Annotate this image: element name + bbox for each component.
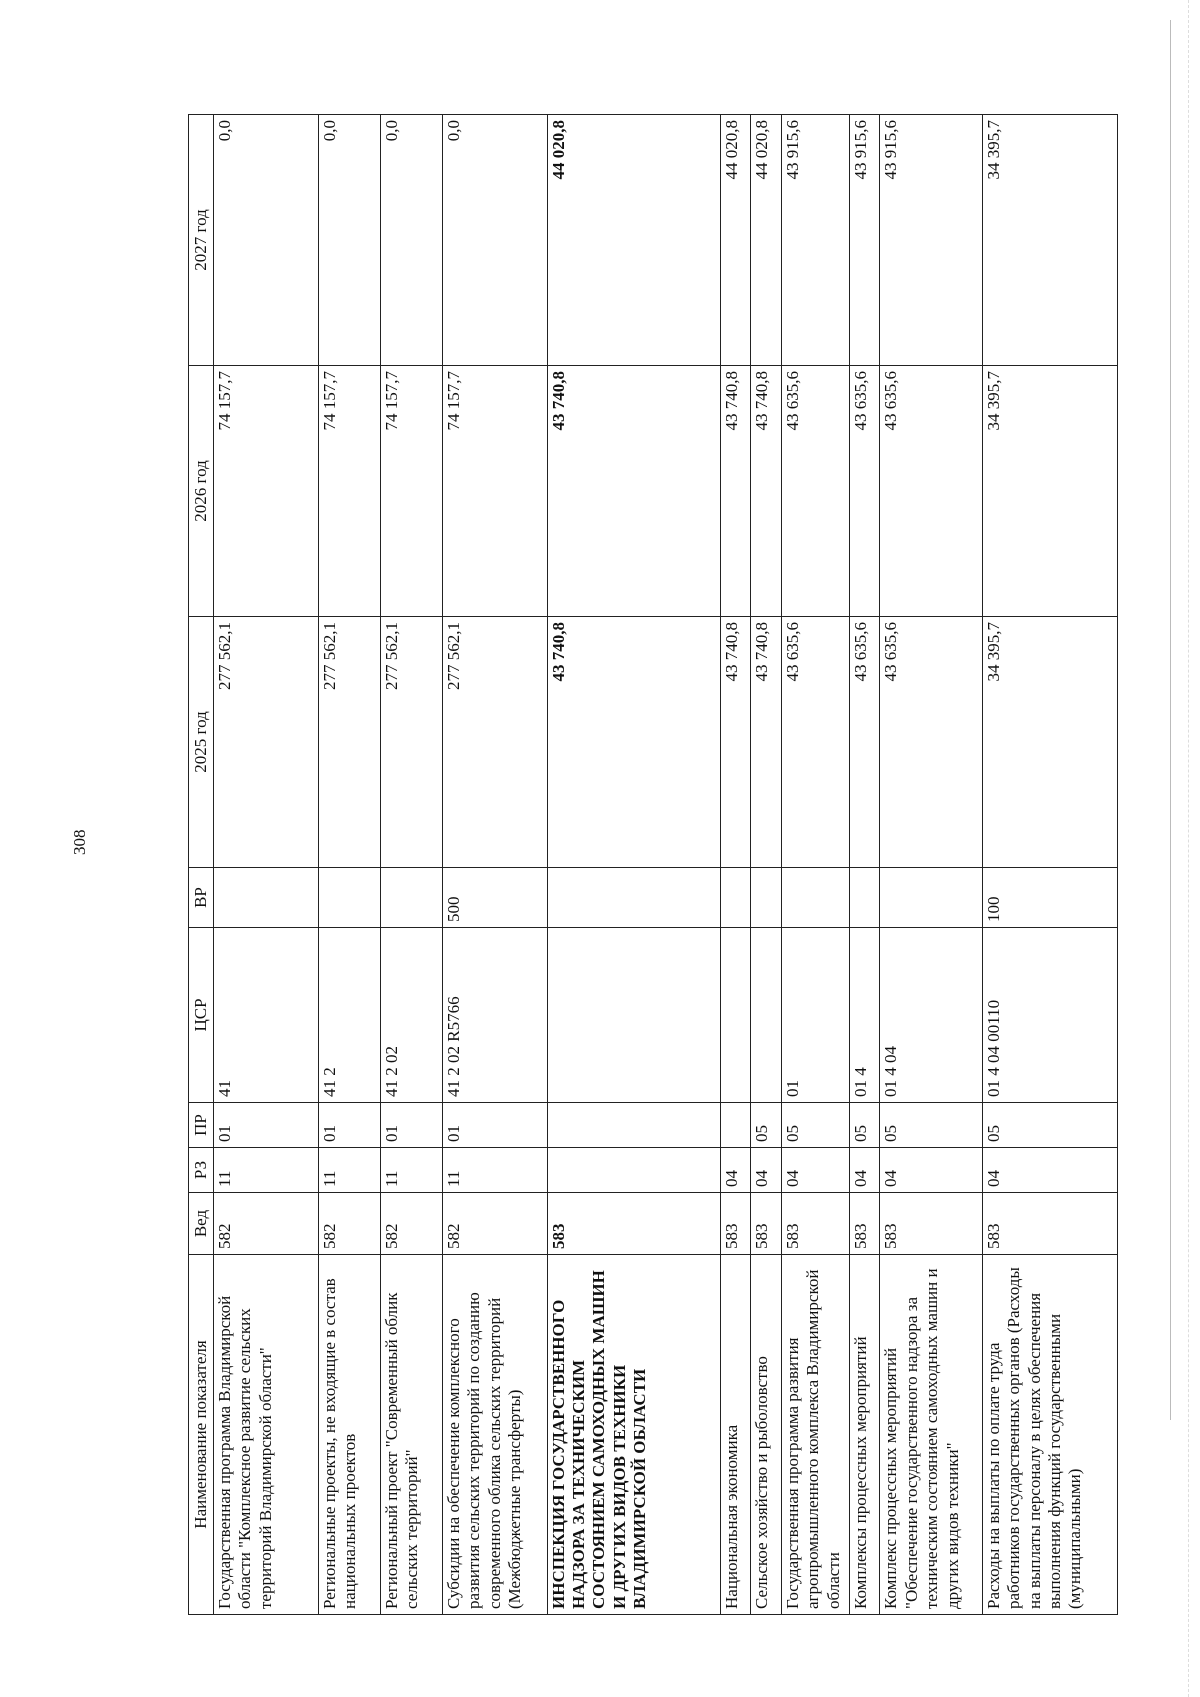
cell-rz: 11 bbox=[214, 1148, 319, 1193]
cell-ved: 583 bbox=[547, 1193, 720, 1255]
cell-pr: 01 bbox=[214, 1103, 319, 1148]
cell-csr: 01 4 04 00110 bbox=[982, 928, 1117, 1103]
cell-name: Сельское хозяйство и рыболовство bbox=[751, 1255, 782, 1615]
cell-vr bbox=[751, 868, 782, 928]
cell-pr bbox=[720, 1103, 751, 1148]
cell-pr: 05 bbox=[751, 1103, 782, 1148]
scan-edge-line bbox=[1170, 20, 1171, 1420]
cell-vr bbox=[214, 868, 319, 928]
cell-pr: 05 bbox=[982, 1103, 1117, 1148]
col-header-2027: 2027 год bbox=[189, 115, 214, 366]
cell-rz: 11 bbox=[318, 1148, 380, 1193]
cell-2025: 43 635,6 bbox=[781, 617, 849, 868]
cell-ved: 583 bbox=[982, 1193, 1117, 1255]
cell-csr: 41 bbox=[214, 928, 319, 1103]
col-header-vr: ВР bbox=[189, 868, 214, 928]
cell-2027: 0,0 bbox=[318, 115, 380, 366]
cell-2025: 43 740,8 bbox=[720, 617, 751, 868]
cell-vr bbox=[547, 868, 720, 928]
table-row bbox=[751, 115, 782, 1615]
cell-2026: 43 740,8 bbox=[720, 366, 751, 617]
cell-ved: 583 bbox=[720, 1193, 751, 1255]
cell-2027: 0,0 bbox=[443, 115, 548, 366]
cell-csr: 01 4 bbox=[849, 928, 880, 1103]
cell-rz: 04 bbox=[720, 1148, 751, 1193]
cell-2027: 44 020,8 bbox=[547, 115, 720, 366]
cell-name: Расходы на выплаты по оплате труда работников государственных органов (Расходы на выплаты персоналу в целях обеспечения выполнения функций государственными (муниципальными) bbox=[982, 1255, 1117, 1615]
cell-2025: 277 562,1 bbox=[214, 617, 319, 868]
cell-rz: 04 bbox=[982, 1148, 1117, 1193]
cell-name: Национальная экономика bbox=[720, 1255, 751, 1615]
col-header-csr: ЦСР bbox=[189, 928, 214, 1103]
cell-rz bbox=[547, 1148, 720, 1193]
cell-2026: 74 157,7 bbox=[443, 366, 548, 617]
cell-2026: 34 395,7 bbox=[982, 366, 1117, 617]
scan-edge-line bbox=[1188, 0, 1189, 1697]
cell-csr: 41 2 bbox=[318, 928, 380, 1103]
cell-vr: 500 bbox=[443, 868, 548, 928]
cell-rz: 04 bbox=[849, 1148, 880, 1193]
cell-2025: 277 562,1 bbox=[380, 617, 442, 868]
cell-ved: 583 bbox=[781, 1193, 849, 1255]
cell-name: Комплексы процессных мероприятий bbox=[849, 1255, 880, 1615]
cell-csr bbox=[751, 928, 782, 1103]
cell-ved: 582 bbox=[214, 1193, 319, 1255]
cell-vr bbox=[720, 868, 751, 928]
cell-name: Региональный проект "Современный облик сельских территорий" bbox=[380, 1255, 442, 1615]
cell-name: ИНСПЕКЦИЯ ГОСУДАРСТВЕННОГО НАДЗОРА ЗА ТЕХНИЧЕСКИМ СОСТОЯНИЕМ САМОХОДНЫХ МАШИН И ДРУГИХ ВИДОВ ТЕХНИКИ ВЛАДИМИРСКОЙ ОБЛАСТИ bbox=[547, 1255, 720, 1615]
cell-2026: 74 157,7 bbox=[318, 366, 380, 617]
cell-ved: 582 bbox=[443, 1193, 548, 1255]
cell-2025: 34 395,7 bbox=[982, 617, 1117, 868]
cell-ved: 583 bbox=[880, 1193, 982, 1255]
cell-vr bbox=[849, 868, 880, 928]
cell-2026: 43 740,8 bbox=[547, 366, 720, 617]
cell-2027: 43 915,6 bbox=[781, 115, 849, 366]
cell-2027: 44 020,8 bbox=[751, 115, 782, 366]
page-number: 308 bbox=[70, 829, 89, 855]
cell-pr: 05 bbox=[880, 1103, 982, 1148]
cell-2026: 43 635,6 bbox=[781, 366, 849, 617]
col-header-2026: 2026 год bbox=[189, 366, 214, 617]
cell-2026: 43 635,6 bbox=[880, 366, 982, 617]
col-header-rz: РЗ bbox=[189, 1148, 214, 1193]
cell-2025: 43 635,6 bbox=[880, 617, 982, 868]
cell-name: Региональные проекты, не входящие в состав национальных проектов bbox=[318, 1255, 380, 1615]
table-row bbox=[781, 115, 849, 1615]
cell-2026: 43 740,8 bbox=[751, 366, 782, 617]
cell-2025: 43 740,8 bbox=[547, 617, 720, 868]
table-row bbox=[214, 115, 319, 1615]
cell-2026: 74 157,7 bbox=[380, 366, 442, 617]
table-row bbox=[720, 115, 751, 1615]
cell-rz: 04 bbox=[751, 1148, 782, 1193]
col-header-pr: ПР bbox=[189, 1103, 214, 1148]
cell-2025: 277 562,1 bbox=[443, 617, 548, 868]
cell-name: Комплекс процессных мероприятий "Обеспечение государственного надзора за техническим состоянием самоходных машин и других видов техники" bbox=[880, 1255, 982, 1615]
cell-csr bbox=[547, 928, 720, 1103]
cell-2025: 43 740,8 bbox=[751, 617, 782, 868]
cell-pr: 01 bbox=[380, 1103, 442, 1148]
cell-name: Государственная программа развития агропромышленного комплекса Владимирской области bbox=[781, 1255, 849, 1615]
cell-pr: 01 bbox=[443, 1103, 548, 1148]
table-row bbox=[443, 115, 548, 1615]
cell-ved: 583 bbox=[849, 1193, 880, 1255]
header-row bbox=[189, 115, 214, 1615]
cell-ved: 582 bbox=[318, 1193, 380, 1255]
cell-2027: 0,0 bbox=[214, 115, 319, 366]
table-row bbox=[380, 115, 442, 1615]
cell-rz: 11 bbox=[443, 1148, 548, 1193]
cell-csr bbox=[720, 928, 751, 1103]
cell-2027: 0,0 bbox=[380, 115, 442, 366]
cell-vr bbox=[880, 868, 982, 928]
col-header-ved: Вед bbox=[189, 1193, 214, 1255]
cell-rz: 04 bbox=[880, 1148, 982, 1193]
cell-pr bbox=[547, 1103, 720, 1148]
cell-rz: 04 bbox=[781, 1148, 849, 1193]
table-row bbox=[982, 115, 1117, 1615]
cell-csr: 01 bbox=[781, 928, 849, 1103]
table-row bbox=[880, 115, 982, 1615]
cell-rz: 11 bbox=[380, 1148, 442, 1193]
cell-2026: 43 635,6 bbox=[849, 366, 880, 617]
budget-table-container bbox=[188, 115, 1118, 1615]
cell-2025: 277 562,1 bbox=[318, 617, 380, 868]
cell-2027: 43 915,6 bbox=[849, 115, 880, 366]
col-header-2025: 2025 год bbox=[189, 617, 214, 868]
cell-ved: 582 bbox=[380, 1193, 442, 1255]
budget-table bbox=[188, 114, 1118, 1615]
cell-csr: 41 2 02 R5766 bbox=[443, 928, 548, 1103]
cell-csr: 01 4 04 bbox=[880, 928, 982, 1103]
cell-vr: 100 bbox=[982, 868, 1117, 928]
cell-2026: 74 157,7 bbox=[214, 366, 319, 617]
cell-pr: 05 bbox=[781, 1103, 849, 1148]
cell-2027: 34 395,7 bbox=[982, 115, 1117, 366]
col-header-name: Наименование показателя bbox=[189, 1255, 214, 1615]
cell-ved: 583 bbox=[751, 1193, 782, 1255]
cell-csr: 41 2 02 bbox=[380, 928, 442, 1103]
cell-pr: 05 bbox=[849, 1103, 880, 1148]
cell-pr: 01 bbox=[318, 1103, 380, 1148]
table-row bbox=[318, 115, 380, 1615]
cell-2027: 43 915,6 bbox=[880, 115, 982, 366]
table-row bbox=[849, 115, 880, 1615]
table-row bbox=[547, 115, 720, 1615]
cell-vr bbox=[380, 868, 442, 928]
cell-name: Субсидии на обеспечение комплексного развития сельских территорий по созданию современного облика сельских территорий (Межбюджетные трансферты) bbox=[443, 1255, 548, 1615]
cell-2025: 43 635,6 bbox=[849, 617, 880, 868]
cell-vr bbox=[781, 868, 849, 928]
cell-name: Государственная программа Владимирской области "Комплексное развитие сельских территорий Владимирской области" bbox=[214, 1255, 319, 1615]
cell-2027: 44 020,8 bbox=[720, 115, 751, 366]
cell-vr bbox=[318, 868, 380, 928]
